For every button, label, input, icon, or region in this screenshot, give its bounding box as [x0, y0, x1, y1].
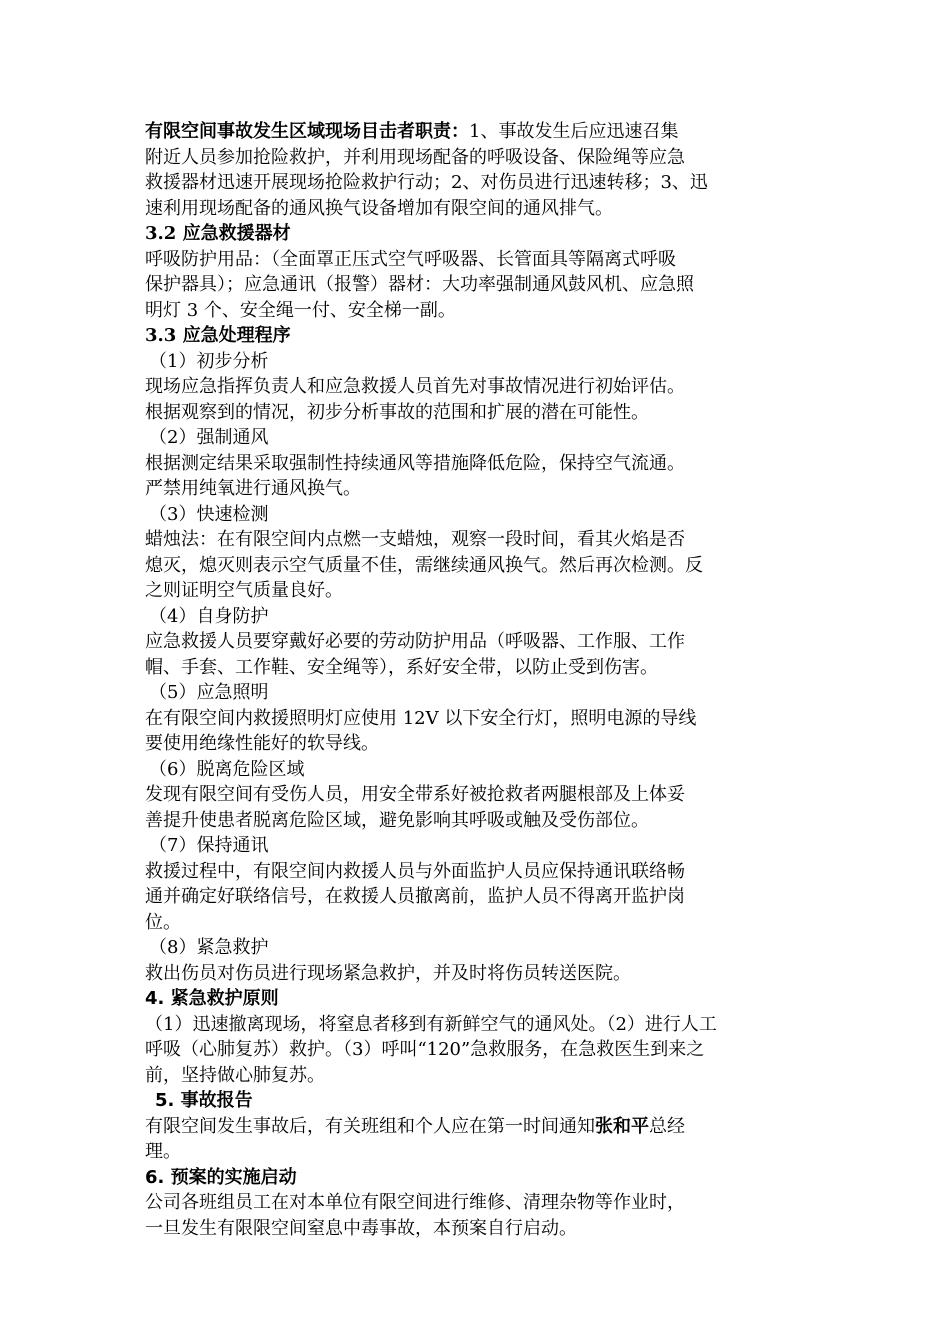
- document-page: [145, 119, 809, 1241]
- step-line: 应急救援人员要穿戴好必要的劳动防护用品（呼吸器、工作服、工作: [145, 631, 685, 652]
- step-line: 发现有限空间有受伤人员，用安全带系好被抢救者两腿根部及上体妥: [145, 784, 685, 805]
- step-title: （2）强制通风: [149, 427, 269, 448]
- step-title: （1）初步分析: [149, 350, 269, 372]
- witness-line-1-rest: 1、事故发生后应迅速召集: [469, 121, 679, 142]
- equipment-line-2: 保护器具）；应急通讯（报警）器材：大功率强制通风鼓风机、应急照: [145, 274, 694, 295]
- step-title: （6）脱离危险区域: [149, 758, 305, 780]
- step-line: 严禁用纯氧进行通风换气。: [145, 478, 361, 499]
- witness-duties-paragraph: [145, 119, 809, 221]
- step-line: 救出伤员对伤员进行现场紧急救护，并及时将伤员转送医院。: [145, 962, 631, 984]
- step-title: （8）紧急救护: [149, 937, 269, 958]
- step-title: （5）应急照明: [149, 682, 269, 703]
- step-line: 通并确定好联络信号，在救援人员撤离前，监护人员不得离开监护岗: [145, 886, 685, 907]
- report-line-1-post: 总经: [649, 1115, 685, 1137]
- witness-lead-bold: 有限空间事故发生区域现场目击者职责：: [145, 121, 469, 142]
- step-line: 熄灭，熄灭则表示空气质量不佳，需继续通风换气。然后再次检测。反: [145, 554, 703, 576]
- step-line: 蜡烛法：在有限空间内点燃一支蜡烛，观察一段时间，看其火焰是否: [145, 529, 685, 550]
- step-line: 善提升使患者脱离危险区域，避免影响其呼吸或触及受伤部位。: [145, 809, 649, 831]
- step-line: 根据测定结果采取强制性持续通风等措施降低危险，保持空气流通。: [145, 452, 685, 474]
- step-line: 位。: [145, 911, 181, 933]
- heading-3-3: 3.3 应急处理程序: [145, 325, 291, 346]
- heading-6: 6. 预案的实施启动: [145, 1166, 297, 1188]
- witness-line-1: [145, 119, 809, 145]
- witness-line-2: 附近人员参加抢险救护，并利用现场配备的呼吸设备、保险绳等应急: [145, 146, 685, 168]
- activation-line-2: 一旦发生有限限空间窒息中毒事故，本预案自行启动。: [145, 1217, 577, 1239]
- witness-line-3: 救援器材迅速开展现场抢险救护行动；2、对伤员进行迅速转移；3、迅: [145, 172, 708, 193]
- step-title: （7）保持通讯: [149, 835, 269, 856]
- step-line: 帽、手套、工作鞋、安全绳等），系好安全带，以防止受到伤害。: [145, 656, 658, 678]
- step-line: 之则证明空气质量良好。: [145, 580, 343, 601]
- witness-line-4: 速利用现场配备的通风换气设备增加有限空间的通风排气。: [145, 197, 613, 219]
- report-line-1-pre: 有限空间发生事故后，有关班组和个人应在第一时间通知: [145, 1115, 595, 1137]
- principle-line-2: 呼吸（心肺复苏）救护。（3）呼叫“120”急救服务，在急救医生到来之: [145, 1039, 705, 1060]
- step-line: 现场应急指挥负责人和应急救援人员首先对事故情况进行初始评估。: [145, 376, 685, 397]
- step-line: 根据观察到的情况，初步分析事故的范围和扩展的潜在可能性。: [145, 401, 649, 423]
- manager-name-bold: 张和平: [595, 1115, 649, 1137]
- step-title: （3）快速检测: [149, 503, 269, 525]
- activation-line-1: 公司各班组员工在对本单位有限空间进行维修、清理杂物等作业时，: [145, 1192, 685, 1213]
- equipment-line-3: 明灯 3 个、安全绳一付、安全梯一副。: [145, 299, 456, 321]
- heading-3-2: 3.2 应急救援器材: [145, 223, 291, 244]
- step-line: 救援过程中，有限空间内救援人员与外面监护人员应保持通讯联络畅: [145, 860, 685, 882]
- equipment-line-1: 呼吸防护用品：（全面罩正压式空气呼吸器、长管面具等隔离式呼吸: [145, 248, 676, 270]
- heading-5: 5. 事故报告: [155, 1090, 253, 1111]
- principle-line-1: （1）迅速撤离现场，将窒息者移到有新鲜空气的通风处。（2）进行人工: [145, 1013, 717, 1035]
- step-line: 在有限空间内救援照明灯应使用 12V 以下安全行灯，照明电源的导线: [145, 707, 697, 729]
- report-line-2: 理。: [145, 1141, 181, 1162]
- step-line: 要使用绝缘性能好的软导线。: [145, 733, 379, 754]
- principle-line-3: 前，坚持做心肺复苏。: [145, 1064, 325, 1086]
- heading-4: 4. 紧急救护原则: [145, 988, 279, 1009]
- step-title: （4）自身防护: [149, 605, 269, 627]
- report-line-1: [145, 1114, 809, 1140]
